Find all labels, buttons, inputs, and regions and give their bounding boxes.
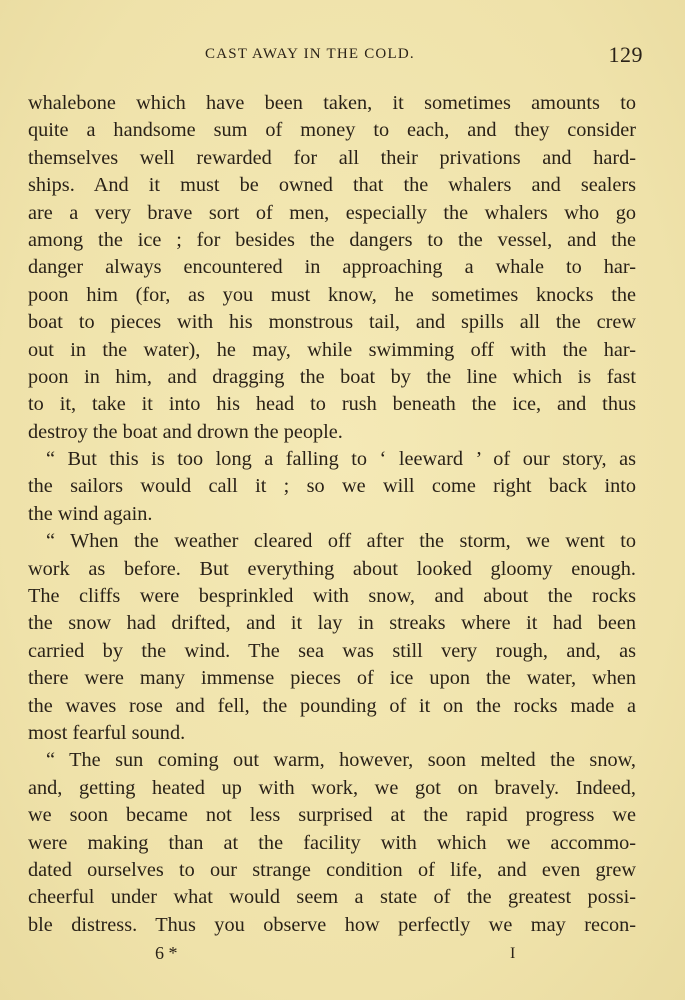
text-line: boat to pieces with his monstrous tail, and spills all the crew <box>28 311 636 334</box>
text-line: among the ice ; for besides the dangers to the vessel, and the <box>28 228 636 251</box>
page-footer <box>0 943 685 969</box>
text-line: carried by the wind. The sea was still very rough, and, as <box>28 639 636 662</box>
text-line: cheerful under what would seem a state of the greatest possi- <box>28 886 636 909</box>
text-line: we soon became not less surprised at the rapid progress we <box>28 804 636 827</box>
text-line: the wind again. <box>28 502 153 525</box>
text-line: themselves well rewarded for all their privations and hard- <box>28 146 636 169</box>
text-line: and, getting heated up with work, we got on bravely. Indeed, <box>28 776 636 799</box>
text-line: destroy the boat and drown the people. <box>28 420 343 443</box>
text-line: danger always encountered in approaching a whale to har- <box>28 256 636 279</box>
text-line: The cliffs were besprinkled with snow, and about the rocks <box>28 585 636 608</box>
page-number: 129 <box>608 42 643 67</box>
signature-letter: I <box>510 945 516 962</box>
text-line: ble distress. Thus you observe how perfectly we may recon- <box>28 913 636 936</box>
text-line: quite a handsome sum of money to each, and they consider <box>28 119 636 142</box>
body-text <box>28 90 636 939</box>
text-line: there were many immense pieces of ice upon the water, when <box>28 667 636 690</box>
text-line: to it, take it into his head to rush beneath the ice, and thus <box>28 393 636 416</box>
signature-mark: 6 * <box>155 943 178 963</box>
text-line: poon him (for, as you must know, he sometimes knocks the <box>28 283 636 306</box>
text-line: the sailors would call it ; so we will come right back into <box>28 475 636 498</box>
text-line: poon in him, and dragging the boat by the line which is fast <box>28 365 636 388</box>
text-line: out in the water), he may, while swimming off with the har- <box>28 338 636 361</box>
text-line: are a very brave sort of men, especially the whalers who go <box>28 201 636 224</box>
text-line: “ When the weather cleared off after the storm, we went to <box>46 530 636 553</box>
text-line: dated ourselves to our strange condition of life, and even grew <box>28 858 636 881</box>
text-line: work as before. But everything about looked gloomy enough. <box>28 557 636 580</box>
text-line: most fearful sound. <box>28 721 186 744</box>
text-line: the snow had drifted, and it lay in streaks where it had been <box>28 612 636 635</box>
text-line: “ The sun coming out warm, however, soon melted the snow, <box>46 749 636 772</box>
page-header <box>0 42 685 72</box>
text-line: were making than at the facility with which we accommo- <box>28 831 636 854</box>
text-line: the waves rose and fell, the pounding of it on the rocks made a <box>28 694 636 717</box>
text-line: “ But this is too long a falling to ‘ leeward ’ of our story, as <box>46 448 636 471</box>
running-head: CAST AWAY IN THE COLD. <box>205 46 415 62</box>
text-line: ships. And it must be owned that the whalers and sealers <box>28 174 636 197</box>
text-line: whalebone which have been taken, it sometimes amounts to <box>28 92 636 114</box>
